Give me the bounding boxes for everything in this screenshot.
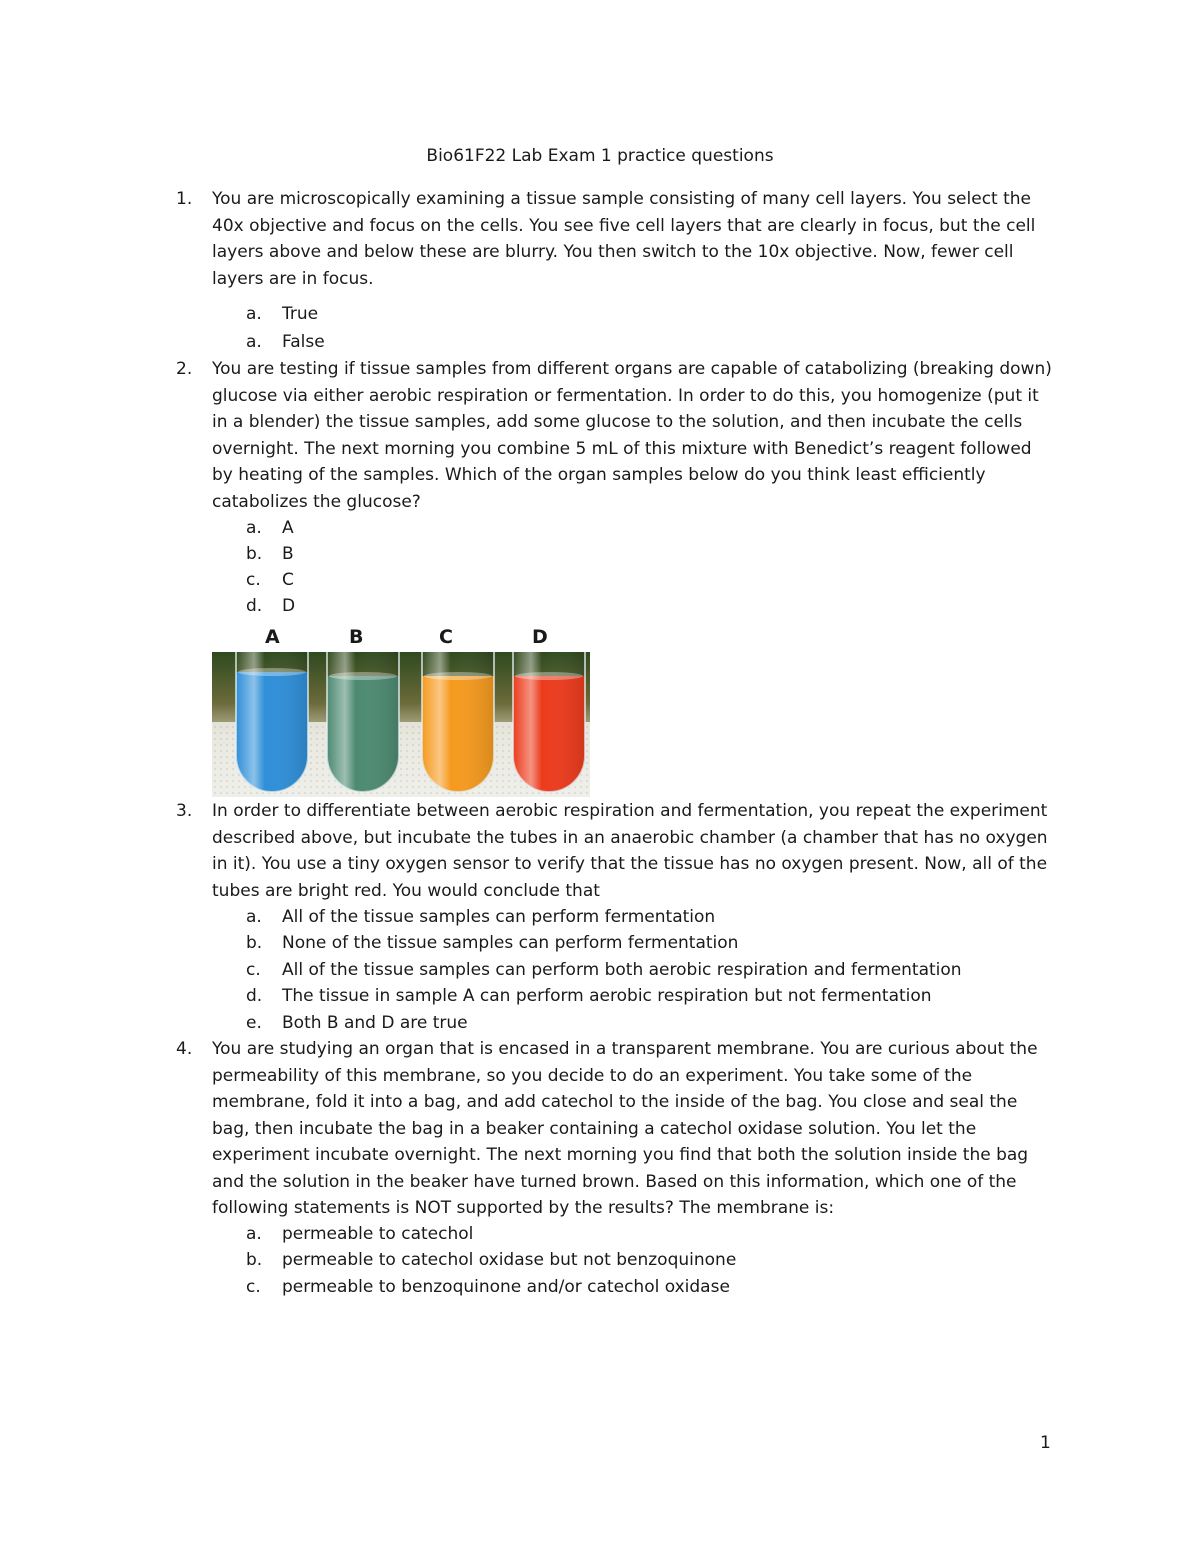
option-4-c — [246, 1274, 730, 1300]
option-letter: a. — [246, 1224, 262, 1244]
test-tubes-figure — [212, 625, 590, 797]
question-text: You are microscopically examining a tissue sample consisting of many cell layers. You select the 40x objective and focus on the cells. You see five cell layers that are clearly in focus, but the cell layers above and below these are blurry. You then switch to the 10x objective. Now, fewer cell layers are in focus. — [212, 189, 1036, 289]
question-3 — [176, 798, 1056, 904]
option-letter: a. — [246, 518, 262, 538]
option-text: permeable to benzoquinone and/or catechol oxidase — [282, 1277, 730, 1297]
option-2-a — [246, 515, 294, 541]
page-number: 1 — [1040, 1433, 1051, 1453]
page-title: Bio61F22 Lab Exam 1 practice questions — [426, 146, 774, 166]
option-letter: d. — [246, 596, 263, 616]
tube-label-c: C — [439, 626, 453, 648]
option-text: permeable to catechol — [282, 1224, 474, 1244]
option-4-b — [246, 1247, 736, 1273]
option-2-b — [246, 541, 294, 567]
option-letter: d. — [246, 986, 263, 1006]
tube-label-b: B — [349, 626, 364, 648]
option-text: B — [282, 544, 294, 564]
question-text: You are studying an organ that is encased in a transparent membrane. You are curious about the permeability of this membrane, so you decide to do an experiment. You take some of the membrane, fold it into a bag, and add catechol to the inside of the bag. You close and seal the bag, then incubate the bag in a beaker containing a catechol oxidase solution. You let the experiment incubate overnight. The next morning you find that both the solution inside the bag and the solution in the beaker have turned brown. Based on this information, which one of the following statements is NOT supported by the results? The membrane is: — [212, 1039, 1038, 1218]
option-3-a — [246, 904, 715, 930]
option-3-e — [246, 1010, 468, 1036]
tube-d — [513, 652, 585, 792]
option-letter: c. — [246, 1277, 261, 1297]
tube-a — [236, 652, 308, 792]
question-text: You are testing if tissue samples from different organs are capable of catabolizing (breaking down) glucose via either aerobic respiration or fermentation. In order to do this, you homogenize (put it in a blender) the tissue samples, add some glucose to the solution, and then incubate the cells overnight. The next morning you combine 5 mL of this mixture with Benedict’s reagent followed by heating of the samples. Which of the organ samples below do you think least efficiently catabolizes the glucose? — [212, 359, 1052, 512]
question-number: 3. — [176, 801, 193, 821]
option-letter: a. — [246, 332, 262, 352]
option-text: C — [282, 570, 294, 590]
option-text: permeable to catechol oxidase but not benzoquinone — [282, 1250, 737, 1270]
question-2 — [176, 356, 1056, 515]
option-3-d — [246, 983, 932, 1009]
option-3-c — [246, 957, 962, 983]
option-3-b — [246, 930, 738, 956]
option-letter: b. — [246, 544, 263, 564]
option-1-true — [246, 301, 318, 327]
option-text: The tissue in sample A can perform aerobic respiration but not fermentation — [282, 986, 932, 1006]
question-text: In order to differentiate between aerobic respiration and fermentation, you repeat the experiment described above, but incubate the tubes in an anaerobic chamber (a chamber that has no oxygen in it). You use a tiny oxygen sensor to verify that the tissue has no oxygen present. Now, all of the tubes are bright red. You would conclude that — [212, 801, 1048, 901]
question-1 — [176, 186, 1056, 292]
question-number: 4. — [176, 1039, 193, 1059]
test-tubes-photo — [212, 652, 590, 797]
option-text: All of the tissue samples can perform fermentation — [282, 907, 716, 927]
option-letter: e. — [246, 1013, 262, 1033]
option-1-false — [246, 329, 325, 355]
question-4 — [176, 1036, 1056, 1222]
option-letter: b. — [246, 1250, 263, 1270]
question-number: 1. — [176, 189, 193, 209]
option-letter: c. — [246, 960, 261, 980]
option-4-a — [246, 1221, 473, 1247]
option-text: D — [282, 596, 296, 616]
tube-labels — [212, 625, 590, 651]
option-letter: b. — [246, 933, 263, 953]
option-letter: a. — [246, 304, 262, 324]
option-2-c — [246, 567, 294, 593]
option-letter: a. — [246, 907, 262, 927]
option-text: All of the tissue samples can perform both aerobic respiration and fermentation — [282, 960, 962, 980]
tube-c — [422, 652, 494, 792]
option-text: None of the tissue samples can perform fermentation — [282, 933, 739, 953]
question-number: 2. — [176, 359, 193, 379]
option-letter: c. — [246, 570, 261, 590]
tube-b — [327, 652, 399, 792]
option-2-d — [246, 593, 295, 619]
option-text: False — [282, 332, 325, 352]
tube-label-d: D — [532, 626, 548, 648]
tube-label-a: A — [265, 626, 280, 648]
option-text: True — [282, 304, 319, 324]
option-text: Both B and D are true — [282, 1013, 468, 1033]
option-text: A — [282, 518, 294, 538]
